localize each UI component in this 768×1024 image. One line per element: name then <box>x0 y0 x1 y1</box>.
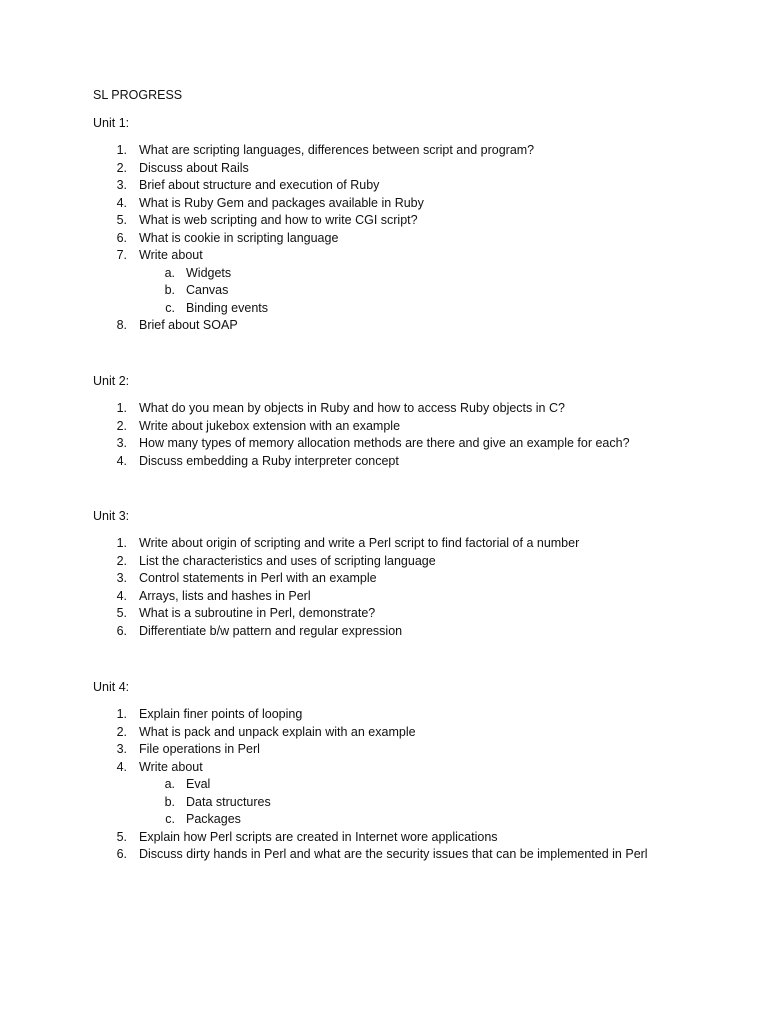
list-item-number: 6. <box>116 623 127 638</box>
sub-item-letter: b. <box>164 283 175 297</box>
sub-item-letter: a. <box>164 265 175 280</box>
list-item: Brief about structure and execution of Ruby <box>139 178 380 192</box>
list-item-number: 5. <box>116 829 127 844</box>
list-item-number: 3. <box>116 571 127 585</box>
list-item-number: 1. <box>116 707 127 721</box>
list-item: File operations in Perl <box>139 742 260 756</box>
list-item: Explain finer points of looping <box>139 707 303 721</box>
list-item-number: 2. <box>116 418 127 433</box>
list-item: Brief about SOAP <box>139 318 238 332</box>
list-item-number: 6. <box>116 230 127 245</box>
unit-heading: Unit 3: <box>93 509 130 523</box>
list-item-number: 4. <box>116 588 127 603</box>
list-item-number: 1. <box>116 401 127 415</box>
sub-item-letter: c. <box>165 812 175 826</box>
list-item-number: 2. <box>116 160 127 175</box>
list-item-number: 4. <box>116 759 127 774</box>
list-item-number: 4. <box>116 195 127 210</box>
list-item-number: 4. <box>116 453 127 468</box>
list-item: Differentiate b/w pattern and regular expression <box>139 623 403 638</box>
list-item-number: 1. <box>116 536 127 550</box>
page-title: SL PROGRESS <box>93 88 183 102</box>
list-item-number: 1. <box>116 143 127 157</box>
list-item-number: 5. <box>116 606 127 620</box>
list-item: Explain how Perl scripts are created in Internet wore applications <box>139 829 498 844</box>
list-item: Discuss embedding a Ruby interpreter concept <box>139 453 399 468</box>
list-item: Write about origin of scripting and write a Perl script to find factorial of a number <box>139 536 580 550</box>
unit-heading: Unit 4: <box>93 680 130 694</box>
list-item-number: 6. <box>116 847 127 861</box>
list-item: Write about <box>139 759 203 774</box>
list-item: Discuss dirty hands in Perl and what are the security issues that can be implemented in Perl <box>139 847 648 861</box>
list-item-number: 2. <box>116 724 127 739</box>
list-item-number: 8. <box>116 318 127 332</box>
list-item: Write about <box>139 248 203 262</box>
list-item: List the characteristics and uses of scripting language <box>139 553 436 568</box>
list-item: Arrays, lists and hashes in Perl <box>139 588 311 603</box>
list-item: What is a subroutine in Perl, demonstrate? <box>139 606 376 620</box>
unit-heading: Unit 1: <box>93 116 130 130</box>
sub-item-letter: b. <box>164 794 175 809</box>
list-item: What is pack and unpack explain with an example <box>139 724 416 739</box>
list-item: What is web scripting and how to write CGI script? <box>139 213 418 227</box>
list-item: Write about jukebox extension with an example <box>139 418 401 433</box>
list-item-number: 2. <box>116 553 127 568</box>
list-item: How many types of memory allocation methods are there and give an example for each? <box>139 436 630 450</box>
list-item: What are scripting languages, differences between script and program? <box>139 143 535 157</box>
sub-list-item: Data structures <box>186 794 271 809</box>
list-item: What is Ruby Gem and packages available in Ruby <box>139 195 424 210</box>
list-item-number: 3. <box>116 436 127 450</box>
list-item-number: 7. <box>116 248 127 262</box>
sub-list-item: Binding events <box>186 300 269 315</box>
list-item: What is cookie in scripting language <box>139 230 339 245</box>
sub-list-item: Packages <box>186 812 241 826</box>
list-item: Discuss about Rails <box>139 160 249 175</box>
list-item-number: 3. <box>116 742 127 756</box>
sub-list-item: Eval <box>186 777 211 791</box>
sub-list-item: Canvas <box>186 283 229 297</box>
unit-heading: Unit 2: <box>93 374 130 388</box>
list-item: What do you mean by objects in Ruby and how to access Ruby objects in C? <box>139 401 565 415</box>
sub-item-letter: c. <box>165 300 175 315</box>
list-item: Control statements in Perl with an example <box>139 571 377 585</box>
list-item-number: 5. <box>116 213 127 227</box>
list-item-number: 3. <box>116 178 127 192</box>
sub-list-item: Widgets <box>186 265 232 280</box>
sub-item-letter: a. <box>164 777 175 791</box>
